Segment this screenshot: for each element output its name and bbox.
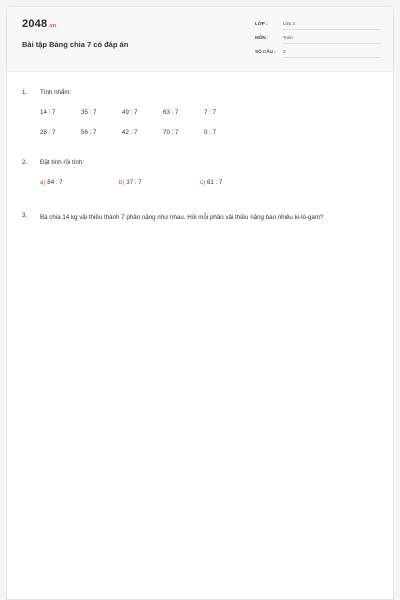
option-text: 84 : 7 [47, 179, 63, 186]
question-2-title: Đặt tính rồi tính: [40, 159, 85, 166]
meta-row-count [255, 47, 381, 61]
meta-value-subject: Toán [283, 35, 381, 44]
page-title: Bài tập Bảng chia 7 có đáp án [22, 40, 129, 49]
worksheet-header [7, 7, 393, 72]
meta-label-count: SỐ CÂU : [255, 49, 276, 54]
option-text: 37 : 7 [126, 179, 142, 186]
q1-expression: 70 : 7 [163, 129, 179, 136]
question-2-number: 2. [22, 159, 28, 166]
meta-value-count: 3 [283, 49, 381, 58]
q1-expression: 63 : 7 [163, 109, 179, 116]
q1-expression: 28 : 7 [40, 129, 56, 136]
meta-row-subject [255, 33, 381, 47]
option-text: 61 : 7 [206, 179, 223, 186]
q2-option-c [200, 179, 222, 186]
q2-option-a [40, 179, 63, 186]
q1-expression: 7 : 7 [204, 109, 217, 116]
logo-text: 2048 [22, 18, 48, 30]
option-letter: b) [119, 179, 125, 186]
option-letter: c) [200, 179, 206, 186]
meta-row-class [255, 19, 381, 33]
q1-expression: 56 : 7 [81, 129, 97, 136]
site-logo[interactable] [22, 18, 56, 30]
q2-option-b [119, 179, 142, 186]
worksheet-meta [255, 19, 381, 61]
q1-expression: 42 : 7 [122, 129, 138, 136]
meta-value-class: Lớp 3 [283, 21, 381, 30]
q1-expression: 0 : 7 [204, 129, 217, 136]
meta-label-class: LỚP : [255, 21, 268, 26]
question-3-number: 3. [22, 212, 28, 219]
q1-expression: 14 : 7 [40, 109, 56, 116]
logo-suffix: .vn [48, 23, 57, 29]
q1-expression: 35 : 7 [81, 109, 97, 116]
question-3-text: Bà chia 14 kg vải thiều thành 7 phần nặng như nhau. Hỏi mỗi phần vải thiều nặng bao nhiêu ki-lô-gam? [40, 214, 324, 221]
q1-expression: 49 : 7 [122, 109, 138, 116]
question-1-title: Tính nhẩm: [40, 89, 72, 96]
meta-label-subject: MÔN : [255, 35, 269, 40]
option-letter: a) [40, 179, 46, 186]
worksheet-page [6, 6, 394, 600]
question-1-number: 1. [22, 89, 28, 96]
